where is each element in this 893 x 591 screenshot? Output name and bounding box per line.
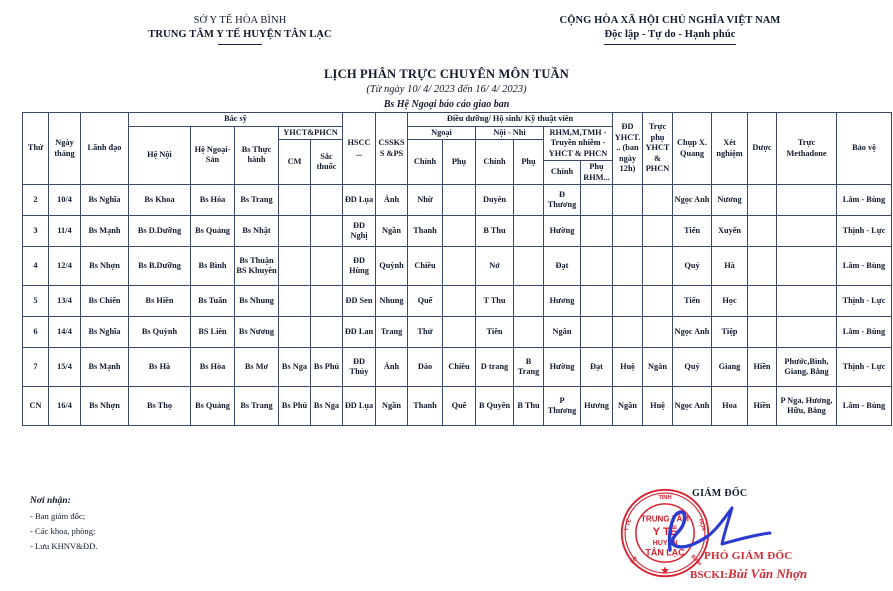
cell-rhm-chinh: Hường	[544, 348, 581, 387]
cell-bao-ve: Lâm - Bùng	[837, 247, 892, 286]
page-title: LỊCH PHÂN TRỰC CHUYÊN MÔN TUẦN	[323, 67, 569, 81]
cell-thu: 6	[23, 317, 49, 348]
cell-hscc: ĐD Thúy	[343, 348, 376, 387]
svg-text:HUYỆN: HUYỆN	[652, 540, 678, 548]
table-row	[23, 216, 892, 247]
cell-hscc: ĐD Lan	[343, 317, 376, 348]
cell-bs-thuc-hanh: Bs Nhật	[235, 216, 279, 247]
cell-hscc: ĐD Nghị	[343, 216, 376, 247]
cell-bs-thuc-hanh: Bs Trang	[235, 185, 279, 216]
cell-hscc: ĐD Lụa	[343, 387, 376, 426]
cell-chup-xquang: Quý	[673, 247, 712, 286]
cell-ngay-thang: 15/4	[49, 348, 81, 387]
cell-chup-xquang: Quý	[673, 348, 712, 387]
table-row	[23, 247, 892, 286]
cell-noi-phu: B Trang	[514, 348, 544, 387]
cell-noi-phu	[514, 185, 544, 216]
cell-lanh-dao: Bs Chiến	[81, 286, 129, 317]
cell-ngoai-phu	[443, 185, 476, 216]
group-rhm: RHM,M,TMH - Truyền nhiễm - YHCT & PHCN	[544, 126, 613, 161]
cell-ngoai-chinh: Chiêu	[408, 247, 443, 286]
cell-noi-chinh: Tiên	[476, 317, 514, 348]
cell-sac-thuoc	[311, 185, 343, 216]
cell-thu: 2	[23, 185, 49, 216]
col-truc-phu-yhct: Trực phụ YHCT & PHCN	[643, 113, 673, 185]
cell-truc-phu-yhct	[643, 216, 673, 247]
national-heading	[470, 14, 870, 45]
cell-rhm-phu	[581, 286, 613, 317]
cell-cssks: Ngần	[376, 387, 408, 426]
cell-truc-methadone	[777, 286, 837, 317]
col-noi-chinh: Chính	[476, 140, 514, 185]
cell-rhm-phu	[581, 185, 613, 216]
cell-he-noi: Bs D.Dưỡng	[129, 216, 191, 247]
cell-rhm-phu	[581, 247, 613, 286]
center-name: TRUNG TÂM Y TẾ HUYỆN TÂN LẠC	[148, 29, 332, 40]
cell-noi-chinh: Nở	[476, 247, 514, 286]
col-noi-phu: Phụ	[514, 140, 544, 185]
cell-truc-methadone: P Nga, Hương, Hữu, Bằng	[777, 387, 837, 426]
cell-truc-methadone	[777, 317, 837, 348]
cell-xet-nghiem: Hà	[712, 247, 748, 286]
cell-bao-ve: Thịnh - Lực	[837, 286, 892, 317]
cell-rhm-chinh: Đạt	[544, 247, 581, 286]
country-name: CỘNG HÒA XÃ HỘI CHỦ NGHĨA VIỆT NAM	[559, 15, 781, 26]
cell-chup-xquang: Ngọc Anh	[673, 317, 712, 348]
schedule-table-wrapper	[22, 112, 892, 426]
cell-bs-thuc-hanh: Bs Nhung	[235, 286, 279, 317]
cell-thu: CN	[23, 387, 49, 426]
cell-cm	[279, 216, 311, 247]
col-xet-nghiem: Xét nghiệm	[712, 113, 748, 185]
col-sac-thuoc: Sắc thuốc	[311, 140, 343, 185]
cell-he-noi: Bs B.Dưỡng	[129, 247, 191, 286]
recipient-item: - Lưu KHNV&ĐD.	[30, 541, 98, 551]
cell-truc-phu-yhct	[643, 185, 673, 216]
table-row	[23, 317, 892, 348]
col-chup-xquang: Chụp X. Quang	[673, 113, 712, 185]
cell-noi-chinh: Duyên	[476, 185, 514, 216]
cell-dd-yhct	[613, 286, 643, 317]
group-ngoai: Ngoại	[408, 126, 476, 140]
col-he-noi: Hệ Nội	[129, 126, 191, 185]
signer-name	[690, 566, 807, 582]
cell-he-noi: Bs Quỳnh	[129, 317, 191, 348]
cell-cm	[279, 185, 311, 216]
motto: Độc lập - Tự do - Hạnh phúc	[604, 29, 736, 40]
document-header	[0, 14, 893, 54]
col-cssks: CSSKS S &PS	[376, 113, 408, 185]
group-noi-nhi: Nội - Nhi	[476, 126, 544, 140]
col-rhm-chinh: Chính	[544, 161, 581, 185]
cell-ngoai-chinh: Thanh	[408, 216, 443, 247]
cell-ngay-thang: 10/4	[49, 185, 81, 216]
col-truc-methadone: Trực Methadone	[777, 113, 837, 185]
group-dieu-duong: Điều dưỡng/ Hộ sinh/ Kỹ thuật viên	[408, 113, 613, 127]
cell-ngay-thang: 14/4	[49, 317, 81, 348]
cell-thu: 7	[23, 348, 49, 387]
cell-xet-nghiem: Học	[712, 286, 748, 317]
cell-lanh-dao: Bs Nhợn	[81, 247, 129, 286]
cell-he-noi: Bs Hiền	[129, 286, 191, 317]
col-cm: CM	[279, 140, 311, 185]
cell-rhm-chinh: Đ Thương	[544, 185, 581, 216]
cell-xet-nghiem: Hoa	[712, 387, 748, 426]
cell-ngoai-phu	[443, 286, 476, 317]
cell-ngay-thang: 12/4	[49, 247, 81, 286]
col-hscc: HSCC ...	[343, 113, 376, 185]
cell-hscc: ĐD Lụa	[343, 185, 376, 216]
col-lanh-dao: Lãnh đạo	[81, 113, 129, 185]
cell-truc-phu-yhct: Huệ	[643, 387, 673, 426]
cell-bs-thuc-hanh: Bs Mơ	[235, 348, 279, 387]
cell-ngoai-chinh: Quế	[408, 286, 443, 317]
cell-sac-thuoc: Bs Phú	[311, 348, 343, 387]
cell-ngay-thang: 11/4	[49, 216, 81, 247]
cell-truc-phu-yhct: Ngân	[643, 348, 673, 387]
title-note: Bs Hệ Ngoại báo cáo giao ban	[383, 99, 510, 110]
cell-bao-ve: Thịnh - Lực	[837, 348, 892, 387]
signer-title: GIÁM ĐỐC	[692, 488, 748, 499]
cell-duoc	[748, 247, 777, 286]
cell-he-noi: Bs Thọ	[129, 387, 191, 426]
cell-dd-yhct: Huệ	[613, 348, 643, 387]
cell-truc-phu-yhct	[643, 286, 673, 317]
schedule-table	[22, 112, 892, 426]
cell-cssks: Ánh	[376, 348, 408, 387]
cell-ngay-thang: 16/4	[49, 387, 81, 426]
svg-text:TỈNH: TỈNH	[658, 495, 672, 502]
cell-noi-phu: B Thu	[514, 387, 544, 426]
svg-text:TÂN LẠC: TÂN LẠC	[645, 547, 685, 558]
cell-sac-thuoc	[311, 247, 343, 286]
cell-chup-xquang: Ngọc Anh	[673, 387, 712, 426]
cell-bao-ve: Lâm - Bùng	[837, 185, 892, 216]
cell-bs-thuc-hanh: Bs Trang	[235, 387, 279, 426]
date-range: (Từ ngày 10/ 4/ 2023 đến 16/ 4/ 2023)	[366, 84, 527, 95]
cell-dd-yhct	[613, 185, 643, 216]
cell-duoc	[748, 317, 777, 348]
cell-bao-ve: Lâm - Bùng	[837, 387, 892, 426]
cell-duoc	[748, 286, 777, 317]
cell-lanh-dao: Bs Nhợn	[81, 387, 129, 426]
cell-noi-phu	[514, 317, 544, 348]
cell-thu: 3	[23, 216, 49, 247]
cell-thu: 5	[23, 286, 49, 317]
cell-rhm-chinh: Ngân	[544, 317, 581, 348]
col-bs-thuc-hanh: Bs Thực hành	[235, 126, 279, 185]
cell-noi-chinh: B Quyên	[476, 387, 514, 426]
cell-he-ngoai-san: Bs Hòa	[191, 348, 235, 387]
department-name: SỞ Y TẾ HÒA BÌNH	[193, 15, 287, 26]
cell-sac-thuoc: Bs Nga	[311, 387, 343, 426]
cell-he-ngoai-san: Bs Tuấn	[191, 286, 235, 317]
cell-bs-thuc-hanh: Bs Nương	[235, 317, 279, 348]
cell-noi-phu	[514, 247, 544, 286]
cell-sac-thuoc	[311, 216, 343, 247]
cell-noi-phu	[514, 216, 544, 247]
cell-chup-xquang: Tiến	[673, 286, 712, 317]
svg-text:HÒA: HÒA	[696, 518, 707, 533]
cell-noi-chinh: B Thu	[476, 216, 514, 247]
header-row-group	[23, 113, 892, 127]
cell-he-ngoai-san: Bs Quảng	[191, 216, 235, 247]
cell-ngoai-phu: Quế	[443, 387, 476, 426]
cell-bao-ve: Thịnh - Lực	[837, 216, 892, 247]
cell-rhm-phu: Đạt	[581, 348, 613, 387]
cell-xet-nghiem: Giang	[712, 348, 748, 387]
cell-bs-thuc-hanh: Bs Thuận BS Khuyên	[235, 247, 279, 286]
cell-ngoai-chinh: Thử	[408, 317, 443, 348]
cell-cssks: Ngần	[376, 216, 408, 247]
col-thu: Thứ	[23, 113, 49, 185]
col-dd-yhct: ĐD YHCT. .. (ban ngày 12h)	[613, 113, 643, 185]
cell-cm: Bs Nga	[279, 348, 311, 387]
cell-rhm-phu	[581, 216, 613, 247]
cell-he-ngoai-san: Bs Hóa	[191, 185, 235, 216]
cell-ngoai-phu	[443, 247, 476, 286]
cell-sac-thuoc	[311, 317, 343, 348]
cell-ngoai-phu	[443, 216, 476, 247]
cell-rhm-phu: Hương	[581, 387, 613, 426]
svg-text:★: ★	[660, 564, 670, 576]
cell-hscc: ĐD Sen	[343, 286, 376, 317]
col-bao-ve: Bảo vệ	[837, 113, 892, 185]
svg-text:TRUNG TÂM: TRUNG TÂM	[641, 514, 689, 524]
cell-cssks: Ánh	[376, 185, 408, 216]
cell-truc-methadone	[777, 185, 837, 216]
cell-he-noi: Bs Khoa	[129, 185, 191, 216]
cell-truc-phu-yhct	[643, 247, 673, 286]
signer-fullname: Bùi Văn Nhợn	[727, 566, 808, 581]
col-he-ngoai-san: Hệ Ngoại- Sản	[191, 126, 235, 185]
cell-dd-yhct: Ngân	[613, 387, 643, 426]
cell-truc-phu-yhct	[643, 317, 673, 348]
col-rhm-phu: Phụ RHM...	[581, 161, 613, 185]
signer-degree: BSCKI:	[690, 569, 728, 581]
recipients-block	[30, 494, 280, 554]
cell-dd-yhct	[613, 317, 643, 348]
recipient-item: - Các khoa, phòng;	[30, 526, 96, 536]
cell-xet-nghiem: Nương	[712, 185, 748, 216]
col-ngoai-phu: Phụ	[443, 140, 476, 185]
cell-rhm-chinh: Hương	[544, 286, 581, 317]
cell-cm	[279, 247, 311, 286]
cell-ngoai-phu	[443, 317, 476, 348]
signature-block	[600, 484, 890, 589]
cell-sac-thuoc	[311, 286, 343, 317]
table-row	[23, 286, 892, 317]
header-divider-left	[218, 44, 262, 45]
cell-he-ngoai-san: Bs Quảng	[191, 387, 235, 426]
table-row	[23, 185, 892, 216]
group-bac-sy: Bác sỹ	[129, 113, 343, 127]
recipients-title: Nơi nhận:	[30, 496, 71, 506]
group-yhct-phcn: YHCT&PHCN	[279, 126, 343, 140]
col-duoc: Dược	[748, 113, 777, 185]
cell-truc-methadone: Phước,Bình, Giang, Bằng	[777, 348, 837, 387]
cell-he-noi: Bs Hà	[129, 348, 191, 387]
cell-noi-chinh: D trang	[476, 348, 514, 387]
cell-cssks: Trang	[376, 317, 408, 348]
cell-cssks: Nhung	[376, 286, 408, 317]
col-ngoai-chinh: Chính	[408, 140, 443, 185]
cell-rhm-chinh: Hường	[544, 216, 581, 247]
cell-thu: 4	[23, 247, 49, 286]
cell-dd-yhct	[613, 247, 643, 286]
svg-text:BÌNH: BÌNH	[689, 553, 703, 568]
cell-xet-nghiem: Xuyến	[712, 216, 748, 247]
col-ngay-thang: Ngày tháng	[49, 113, 81, 185]
cell-duoc	[748, 185, 777, 216]
cell-chup-xquang: Tiến	[673, 216, 712, 247]
cell-duoc	[748, 216, 777, 247]
svg-text:Y TẾ: Y TẾ	[652, 525, 678, 538]
cell-noi-chinh: T Thu	[476, 286, 514, 317]
cell-ngay-thang: 13/4	[49, 286, 81, 317]
cell-lanh-dao: Bs Mạnh	[81, 216, 129, 247]
cell-xet-nghiem: Tiệp	[712, 317, 748, 348]
cell-ngoai-chinh: Thanh	[408, 387, 443, 426]
signer-subtitle: PHÓ GIÁM ĐỐC	[704, 550, 793, 562]
cell-duoc: Hiền	[748, 348, 777, 387]
cell-he-ngoai-san: BS Liên	[191, 317, 235, 348]
cell-truc-methadone	[777, 247, 837, 286]
cell-hscc: ĐD Hùng	[343, 247, 376, 286]
header-divider-right	[604, 44, 736, 45]
issuing-authority	[60, 14, 420, 45]
cell-chup-xquang: Ngọc Anh	[673, 185, 712, 216]
cell-truc-methadone	[777, 216, 837, 247]
table-row	[23, 348, 892, 387]
table-row	[23, 387, 892, 426]
cell-dd-yhct	[613, 216, 643, 247]
cell-cm	[279, 286, 311, 317]
cell-cssks: Quỳnh	[376, 247, 408, 286]
cell-cm: Bs Phú	[279, 387, 311, 426]
cell-rhm-phu	[581, 317, 613, 348]
cell-duoc: Hiền	[748, 387, 777, 426]
cell-noi-phu	[514, 286, 544, 317]
recipient-item: - Ban giám đốc;	[30, 511, 86, 521]
cell-bao-ve: Lâm - Bùng	[837, 317, 892, 348]
cell-ngoai-phu: Chiêu	[443, 348, 476, 387]
cell-ngoai-chinh: Dào	[408, 348, 443, 387]
svg-text:Y TẾ: Y TẾ	[623, 518, 634, 532]
cell-ngoai-chinh: Nhừ	[408, 185, 443, 216]
cell-lanh-dao: Bs Nghĩa	[81, 185, 129, 216]
cell-lanh-dao: Bs Nghĩa	[81, 317, 129, 348]
cell-lanh-dao: Bs Mạnh	[81, 348, 129, 387]
title-block	[0, 66, 893, 112]
schedule-table-body	[23, 185, 892, 426]
svg-text:SỞ: SỞ	[629, 555, 640, 566]
cell-he-ngoai-san: Bs Bình	[191, 247, 235, 286]
cell-rhm-chinh: P Thương	[544, 387, 581, 426]
cell-cm	[279, 317, 311, 348]
